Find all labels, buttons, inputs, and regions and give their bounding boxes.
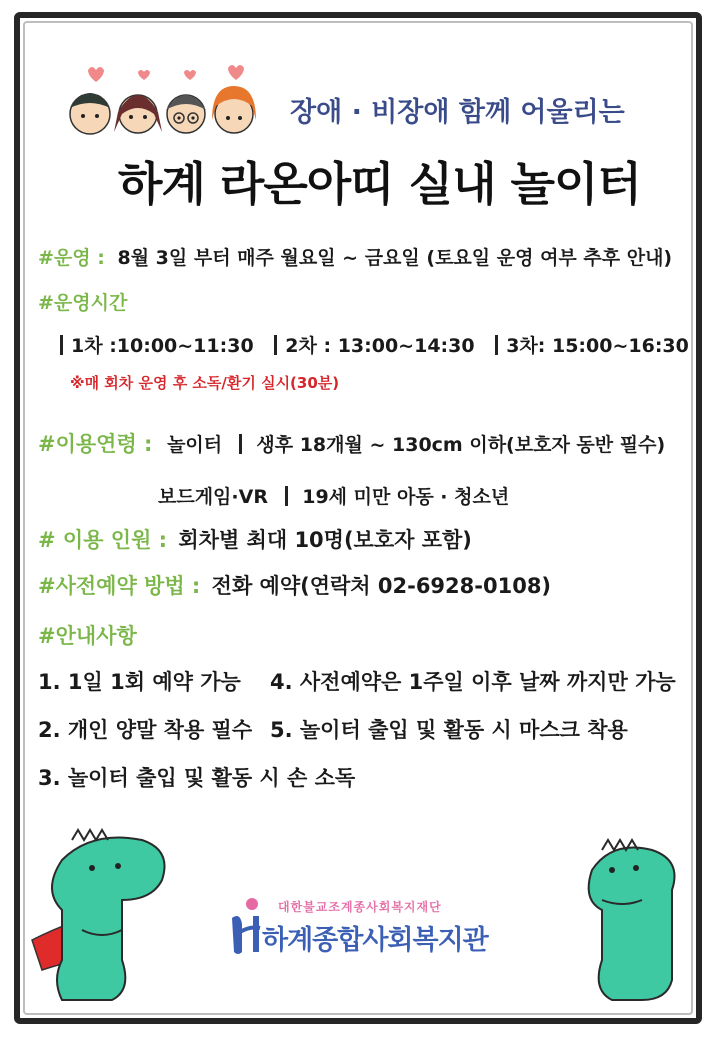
notice-item-5: 5. 놀이터 출입 및 활동 시 마스크 착용 [270,718,628,742]
reservation-row [38,570,551,600]
hours-slot-3: 3차: 15:00~16:30 [506,335,689,357]
age-row-1 [38,428,665,458]
hours-slot-1: 1차 :10:00~11:30 [71,335,254,357]
reservation-label: #사전예약 방법 : [38,574,201,598]
hours-note: ※매 회차 운영 후 소독/환기 실시(30분) [70,374,340,392]
operation-value: 8월 3일 부터 매주 월요일 ~ 금요일 (토요일 운영 여부 추후 안내) [117,247,673,269]
divider [285,486,288,506]
notice-label: #안내사항 [38,624,137,648]
page-title: 하계 라온아띠 실내 놀이터 [118,157,641,211]
capacity-label: # 이용 인원 : [38,528,168,552]
hours-slots [56,331,689,358]
notice-item-4: 4. 사전예약은 1주일 이후 날짜 까지만 가능 [270,670,676,694]
age-boardgame-name: 보드게임·VR [158,486,268,508]
divider [495,335,498,355]
age-label: #이용연령 : [38,432,153,456]
divider [239,434,242,454]
notice-item-2: 2. 개인 양말 착용 필수 [38,718,253,742]
age-row-2 [158,482,509,509]
operation-label: #운영 : [38,247,105,269]
notice-item-1: 1. 1일 1회 예약 가능 [38,670,241,694]
heart-icon [88,65,244,82]
divider [274,335,277,355]
reservation-value: 전화 예약(연락처 02-6928-0108) [211,574,552,598]
crocodile-mascot-left [22,820,202,1020]
organization-name: 하계종합사회복지관 [262,925,488,956]
divider [60,335,63,355]
foundation-name: 대한불교조계종사회복지재단 [278,900,442,914]
capacity-value: 회차별 최대 10명(보호자 포함) [178,528,472,552]
age-boardgame-desc: 19세 미만 아동 · 청소년 [302,486,510,508]
capacity-row [38,524,472,554]
operation-row [38,243,672,270]
age-playground-name: 놀이터 [167,434,223,456]
age-playground-desc: 생후 18개월 ~ 130cm 이하(보호자 동반 필수) [256,434,666,456]
subtitle: 장애 · 비장애 함께 어울리는 [290,97,625,128]
notice-item-3: 3. 놀이터 출입 및 활동 시 손 소독 [38,766,356,790]
crocodile-mascot-right [572,830,702,1010]
welfare-center-logo-icon [226,896,266,956]
hours-slot-2: 2차 : 13:00~14:30 [285,335,475,357]
hours-label: #운영시간 [38,292,128,314]
children-faces-illustration [62,62,262,142]
